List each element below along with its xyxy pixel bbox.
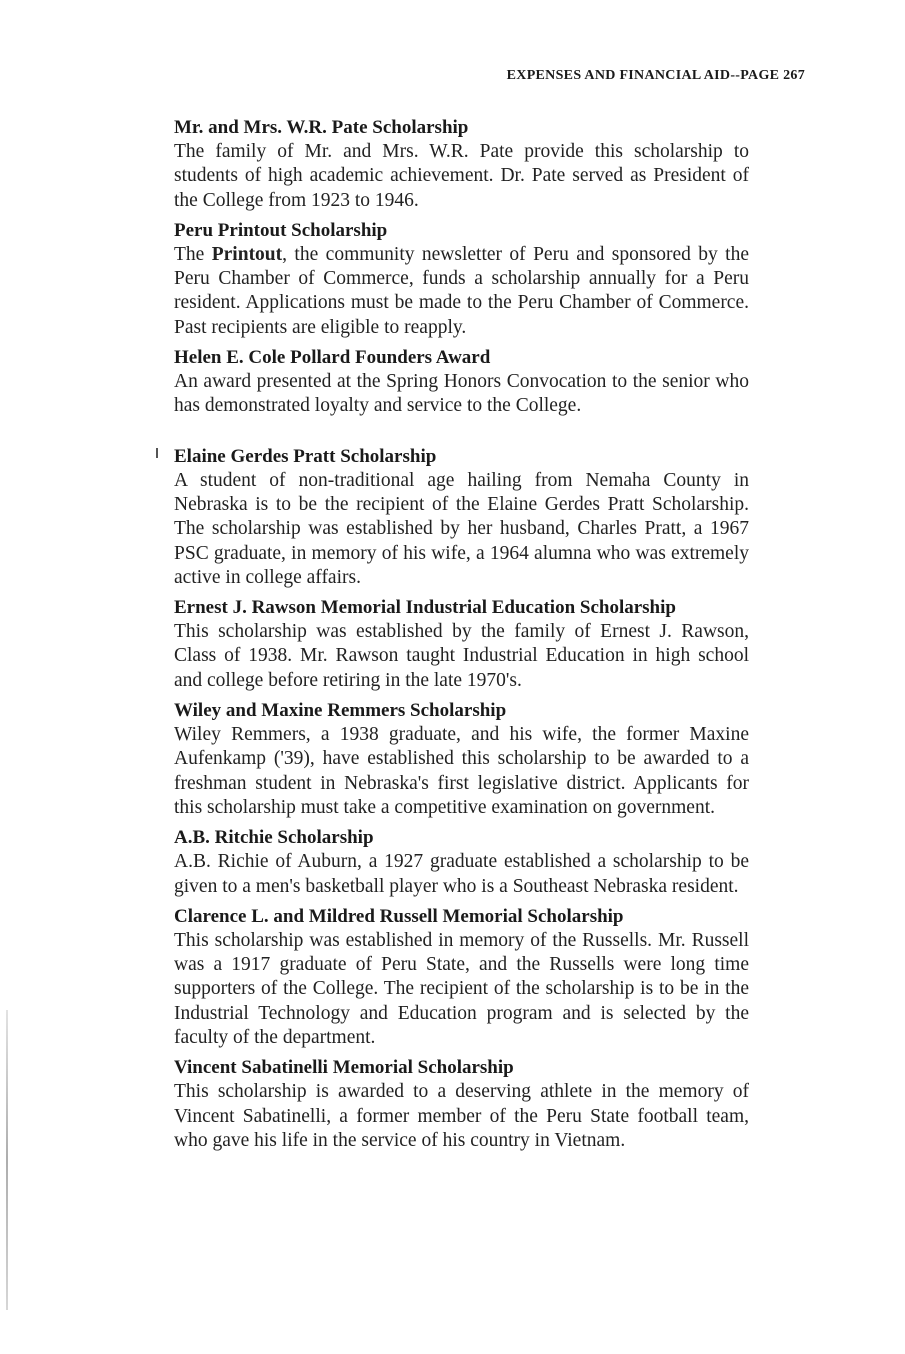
entry-pate-scholarship bbox=[174, 116, 749, 213]
entry-pollard-founders-award bbox=[174, 346, 749, 419]
entry-rawson-scholarship bbox=[174, 596, 749, 693]
entry-body: Wiley Remmers, a 1938 graduate, and his wife, the former Maxine Aufenkamp ('39), have established this scholarship to be awarded to a freshman student in Nebraska's first legislative district. Applicants for this scholarship must take a competitive examination on government. bbox=[174, 724, 749, 818]
entry-body-prefix: The bbox=[174, 243, 212, 265]
entry-body: An award presented at the Spring Honors Convocation to the senior who has demonstrated loyalty and service to the College. bbox=[174, 371, 749, 417]
entry-title: Elaine Gerdes Pratt Scholarship bbox=[174, 445, 437, 467]
entry-title: Vincent Sabatinelli Memorial Scholarship bbox=[174, 1057, 514, 1079]
entry-remmers-scholarship bbox=[174, 699, 749, 820]
entry-body: This scholarship was established by the family of Ernest J. Rawson, Class of 1938. Mr. Rawson taught Industrial Education in high school and college before retiring in the late 1970's. bbox=[174, 621, 749, 691]
entry-title: Clarence L. and Mildred Russell Memorial Scholarship bbox=[174, 905, 624, 927]
scholarship-list bbox=[174, 116, 749, 1159]
running-header: EXPENSES AND FINANCIAL AID--PAGE 267 bbox=[506, 68, 805, 83]
margin-mark bbox=[156, 448, 158, 458]
entry-title: Wiley and Maxine Remmers Scholarship bbox=[174, 700, 507, 722]
entry-title: Peru Printout Scholarship bbox=[174, 219, 388, 241]
entry-russell-scholarship bbox=[174, 905, 749, 1050]
entry-title: Helen E. Cole Pollard Founders Award bbox=[174, 347, 491, 369]
entry-title: A.B. Ritchie Scholarship bbox=[174, 827, 374, 849]
entry-body: This scholarship is awarded to a deserving athlete in the memory of Vincent Sabatinelli, a former member of the Peru State football team, who gave his life in the service of his country in Vietnam. bbox=[174, 1081, 749, 1151]
entry-body: A.B. Richie of Auburn, a 1927 graduate established a scholarship to be given to a men's basketball player who is a Southeast Nebraska resident. bbox=[174, 851, 749, 897]
scan-edge-shadow bbox=[6, 1010, 8, 1310]
entry-body: The family of Mr. and Mrs. W.R. Pate provide this scholarship to students of high academic achievement. Dr. Pate served as President of the College from 1923 to 1946. bbox=[174, 141, 749, 211]
entry-body: A student of non-traditional age hailing from Nemaha County in Nebraska is to be the recipient of the Elaine Gerdes Pratt Scholarship. The scholarship was established by her husband, Charles Pratt, a 1967 PSC graduate, in memory of his wife, a 1964 alumna who was extremely active in college affairs. bbox=[174, 469, 749, 588]
entry-title: Ernest J. Rawson Memorial Industrial Education Scholarship bbox=[174, 597, 676, 619]
entry-ritchie-scholarship bbox=[174, 826, 749, 899]
entry-pratt-scholarship bbox=[174, 445, 749, 590]
entry-body: This scholarship was established in memory of the Russells. Mr. Russell was a 1917 graduate of Peru State, and the Russells were long time supporters of the College. The recipient of the scholarship is to be in the Industrial Technology and Education program and is selected by the faculty of the department. bbox=[174, 929, 749, 1049]
entry-body bbox=[174, 243, 749, 340]
entry-sabatinelli-scholarship bbox=[174, 1056, 749, 1153]
entry-body-rest: , the community newsletter of Peru and sponsored by the Peru Chamber of Commerce, funds a scholarship annually for a Peru resident. Applications must be made to the Peru Chamber of Commerce. Past recipients are eligible to reapply. bbox=[174, 243, 749, 338]
entry-title: Mr. and Mrs. W.R. Pate Scholarship bbox=[174, 117, 469, 138]
entry-body-emphasis: Printout bbox=[211, 243, 283, 265]
entry-peru-printout-scholarship bbox=[174, 219, 749, 340]
